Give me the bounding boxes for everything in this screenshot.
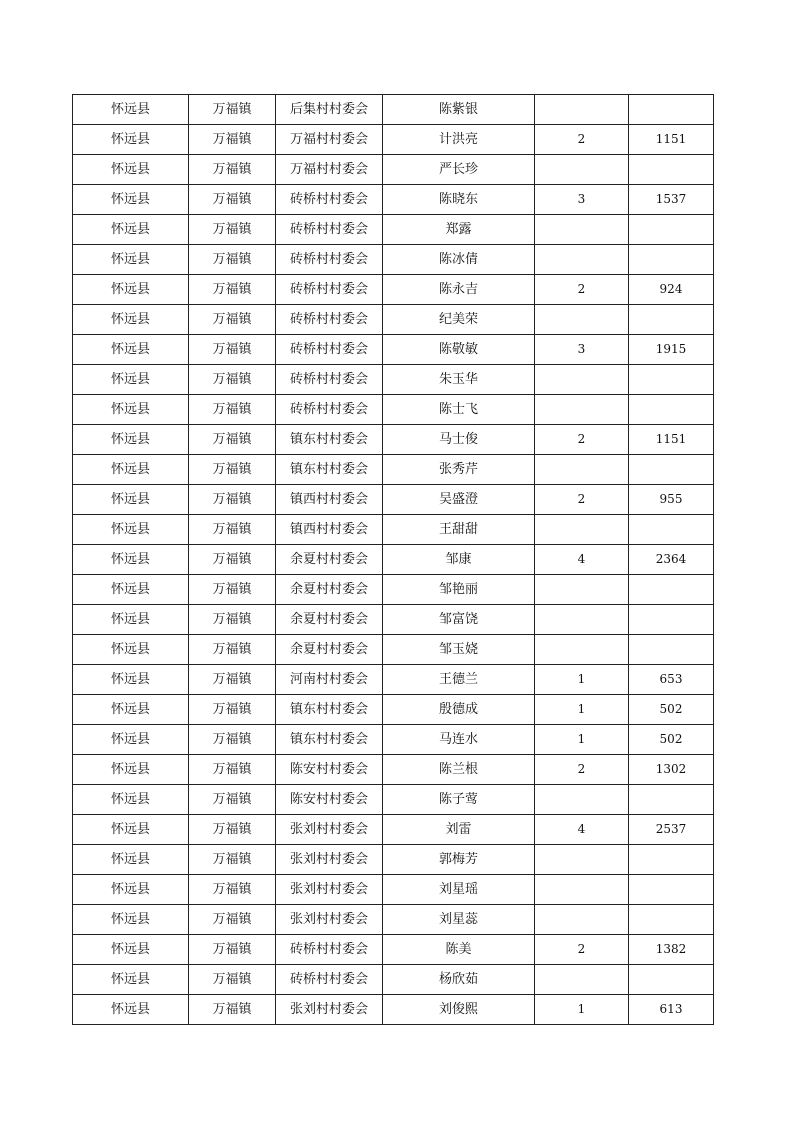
household-size-cell [535,215,629,245]
town-cell: 万福镇 [189,515,276,545]
town-cell: 万福镇 [189,95,276,125]
amount-cell [629,785,714,815]
table-row [73,185,714,215]
village-committee-cell: 张刘村村委会 [276,995,383,1025]
town-cell: 万福镇 [189,995,276,1025]
name-cell: 刘星瑶 [383,875,535,905]
household-size-cell [535,515,629,545]
town-cell: 万福镇 [189,485,276,515]
name-cell: 刘星蕊 [383,905,535,935]
name-cell: 陈永吉 [383,275,535,305]
amount-cell [629,305,714,335]
town-cell: 万福镇 [189,215,276,245]
county-cell: 怀远县 [73,635,189,665]
amount-cell [629,845,714,875]
town-cell: 万福镇 [189,755,276,785]
table-row [73,575,714,605]
county-cell: 怀远县 [73,575,189,605]
table-row [73,305,714,335]
county-cell: 怀远县 [73,215,189,245]
table-row [73,125,714,155]
village-committee-cell: 万福村村委会 [276,125,383,155]
county-cell: 怀远县 [73,275,189,305]
household-size-cell: 2 [535,935,629,965]
table-row [73,665,714,695]
county-cell: 怀远县 [73,755,189,785]
household-size-cell [535,155,629,185]
village-committee-cell: 砖桥村村委会 [276,335,383,365]
name-cell: 陈紫银 [383,95,535,125]
amount-cell: 1537 [629,185,714,215]
amount-cell: 924 [629,275,714,305]
name-cell: 马连水 [383,725,535,755]
amount-cell [629,875,714,905]
town-cell: 万福镇 [189,335,276,365]
household-size-cell: 2 [535,425,629,455]
county-cell: 怀远县 [73,725,189,755]
name-cell: 郭梅芳 [383,845,535,875]
amount-cell: 1915 [629,335,714,365]
name-cell: 严长珍 [383,155,535,185]
amount-cell [629,455,714,485]
town-cell: 万福镇 [189,695,276,725]
town-cell: 万福镇 [189,935,276,965]
town-cell: 万福镇 [189,665,276,695]
town-cell: 万福镇 [189,845,276,875]
amount-cell: 613 [629,995,714,1025]
name-cell: 纪美荣 [383,305,535,335]
household-size-cell [535,635,629,665]
town-cell: 万福镇 [189,365,276,395]
amount-cell [629,605,714,635]
household-size-cell: 2 [535,755,629,785]
table-row [73,335,714,365]
amount-cell [629,155,714,185]
name-cell: 刘俊熙 [383,995,535,1025]
household-size-cell: 1 [535,665,629,695]
village-committee-cell: 砖桥村村委会 [276,935,383,965]
name-cell: 刘雷 [383,815,535,845]
name-cell: 邹玉娆 [383,635,535,665]
village-committee-cell: 镇西村村委会 [276,515,383,545]
amount-cell [629,635,714,665]
county-cell: 怀远县 [73,185,189,215]
village-committee-cell: 镇东村村委会 [276,695,383,725]
town-cell: 万福镇 [189,725,276,755]
household-size-cell: 2 [535,275,629,305]
table-row [73,995,714,1025]
county-cell: 怀远县 [73,425,189,455]
village-committee-cell: 砖桥村村委会 [276,305,383,335]
county-cell: 怀远县 [73,965,189,995]
household-size-cell [535,785,629,815]
name-cell: 朱玉华 [383,365,535,395]
county-cell: 怀远县 [73,785,189,815]
town-cell: 万福镇 [189,455,276,485]
county-cell: 怀远县 [73,305,189,335]
table-row [73,755,714,785]
amount-cell: 502 [629,725,714,755]
town-cell: 万福镇 [189,275,276,305]
county-cell: 怀远县 [73,455,189,485]
amount-cell: 1151 [629,425,714,455]
amount-cell [629,575,714,605]
amount-cell: 2364 [629,545,714,575]
table-row [73,155,714,185]
county-cell: 怀远县 [73,515,189,545]
village-committee-cell: 张刘村村委会 [276,815,383,845]
town-cell: 万福镇 [189,245,276,275]
name-cell: 殷德成 [383,695,535,725]
county-cell: 怀远县 [73,125,189,155]
name-cell: 马士俊 [383,425,535,455]
household-size-cell [535,455,629,485]
name-cell: 陈冰倩 [383,245,535,275]
town-cell: 万福镇 [189,905,276,935]
amount-cell: 653 [629,665,714,695]
name-cell: 郑露 [383,215,535,245]
village-committee-cell: 张刘村村委会 [276,905,383,935]
amount-cell [629,245,714,275]
village-committee-cell: 余夏村村委会 [276,545,383,575]
village-committee-cell: 余夏村村委会 [276,635,383,665]
table-row [73,785,714,815]
town-cell: 万福镇 [189,605,276,635]
amount-cell: 1151 [629,125,714,155]
table-row [73,965,714,995]
village-committee-cell: 镇西村村委会 [276,485,383,515]
household-size-cell: 4 [535,815,629,845]
name-cell: 王德兰 [383,665,535,695]
name-cell: 张秀芹 [383,455,535,485]
village-committee-cell: 陈安村村委会 [276,785,383,815]
county-cell: 怀远县 [73,335,189,365]
name-cell: 陈子莺 [383,785,535,815]
village-committee-cell: 镇东村村委会 [276,455,383,485]
household-size-cell [535,575,629,605]
table-row [73,845,714,875]
household-size-cell: 1 [535,995,629,1025]
amount-cell [629,395,714,425]
county-cell: 怀远县 [73,905,189,935]
table-row [73,605,714,635]
name-cell: 邹康 [383,545,535,575]
amount-cell [629,95,714,125]
town-cell: 万福镇 [189,635,276,665]
village-committee-cell: 镇东村村委会 [276,425,383,455]
town-cell: 万福镇 [189,545,276,575]
town-cell: 万福镇 [189,185,276,215]
table-row [73,545,714,575]
village-committee-cell: 张刘村村委会 [276,875,383,905]
village-committee-cell: 后集村村委会 [276,95,383,125]
table-row [73,485,714,515]
records-table [72,94,714,1025]
table-row [73,365,714,395]
town-cell: 万福镇 [189,305,276,335]
name-cell: 陈敬敏 [383,335,535,365]
town-cell: 万福镇 [189,125,276,155]
table-body [73,95,714,1025]
table-row [73,635,714,665]
town-cell: 万福镇 [189,875,276,905]
village-committee-cell: 万福村村委会 [276,155,383,185]
table-row [73,95,714,125]
name-cell: 陈士飞 [383,395,535,425]
household-size-cell [535,605,629,635]
amount-cell [629,365,714,395]
town-cell: 万福镇 [189,815,276,845]
table-row [73,215,714,245]
county-cell: 怀远县 [73,665,189,695]
table-row [73,515,714,545]
amount-cell [629,965,714,995]
table-row [73,875,714,905]
village-committee-cell: 砖桥村村委会 [276,245,383,275]
village-committee-cell: 砖桥村村委会 [276,215,383,245]
household-size-cell: 3 [535,335,629,365]
table-row [73,905,714,935]
county-cell: 怀远县 [73,545,189,575]
amount-cell: 1382 [629,935,714,965]
county-cell: 怀远县 [73,365,189,395]
household-size-cell: 4 [535,545,629,575]
county-cell: 怀远县 [73,845,189,875]
household-size-cell: 3 [535,185,629,215]
village-committee-cell: 砖桥村村委会 [276,185,383,215]
county-cell: 怀远县 [73,815,189,845]
village-committee-cell: 张刘村村委会 [276,845,383,875]
name-cell: 计洪亮 [383,125,535,155]
village-committee-cell: 余夏村村委会 [276,575,383,605]
county-cell: 怀远县 [73,605,189,635]
village-committee-cell: 余夏村村委会 [276,605,383,635]
village-committee-cell: 砖桥村村委会 [276,965,383,995]
county-cell: 怀远县 [73,485,189,515]
town-cell: 万福镇 [189,785,276,815]
table-row [73,725,714,755]
table-row [73,275,714,305]
county-cell: 怀远县 [73,935,189,965]
town-cell: 万福镇 [189,155,276,185]
county-cell: 怀远县 [73,695,189,725]
village-committee-cell: 砖桥村村委会 [276,395,383,425]
amount-cell: 955 [629,485,714,515]
household-size-cell [535,875,629,905]
table-row [73,425,714,455]
county-cell: 怀远县 [73,245,189,275]
county-cell: 怀远县 [73,95,189,125]
village-committee-cell: 砖桥村村委会 [276,275,383,305]
household-size-cell [535,245,629,275]
name-cell: 陈美 [383,935,535,965]
household-size-cell [535,365,629,395]
amount-cell: 2537 [629,815,714,845]
village-committee-cell: 陈安村村委会 [276,755,383,785]
county-cell: 怀远县 [73,395,189,425]
amount-cell: 1302 [629,755,714,785]
village-committee-cell: 河南村村委会 [276,665,383,695]
name-cell: 邹富饶 [383,605,535,635]
household-size-cell: 2 [535,125,629,155]
household-size-cell [535,965,629,995]
household-size-cell: 1 [535,695,629,725]
county-cell: 怀远县 [73,875,189,905]
household-size-cell [535,95,629,125]
village-committee-cell: 砖桥村村委会 [276,365,383,395]
county-cell: 怀远县 [73,995,189,1025]
table-row [73,935,714,965]
name-cell: 吴盛澄 [383,485,535,515]
amount-cell [629,215,714,245]
table-row [73,455,714,485]
county-cell: 怀远县 [73,155,189,185]
town-cell: 万福镇 [189,425,276,455]
town-cell: 万福镇 [189,395,276,425]
table-row [73,245,714,275]
village-committee-cell: 镇东村村委会 [276,725,383,755]
town-cell: 万福镇 [189,965,276,995]
amount-cell [629,905,714,935]
table-row [73,815,714,845]
household-size-cell [535,905,629,935]
name-cell: 陈兰根 [383,755,535,785]
name-cell: 王甜甜 [383,515,535,545]
table-row [73,395,714,425]
household-size-cell [535,305,629,335]
name-cell: 邹艳丽 [383,575,535,605]
town-cell: 万福镇 [189,575,276,605]
name-cell: 杨欣茹 [383,965,535,995]
name-cell: 陈晓东 [383,185,535,215]
amount-cell: 502 [629,695,714,725]
amount-cell [629,515,714,545]
household-size-cell [535,395,629,425]
household-size-cell [535,845,629,875]
table-row [73,695,714,725]
household-size-cell: 2 [535,485,629,515]
household-size-cell: 1 [535,725,629,755]
